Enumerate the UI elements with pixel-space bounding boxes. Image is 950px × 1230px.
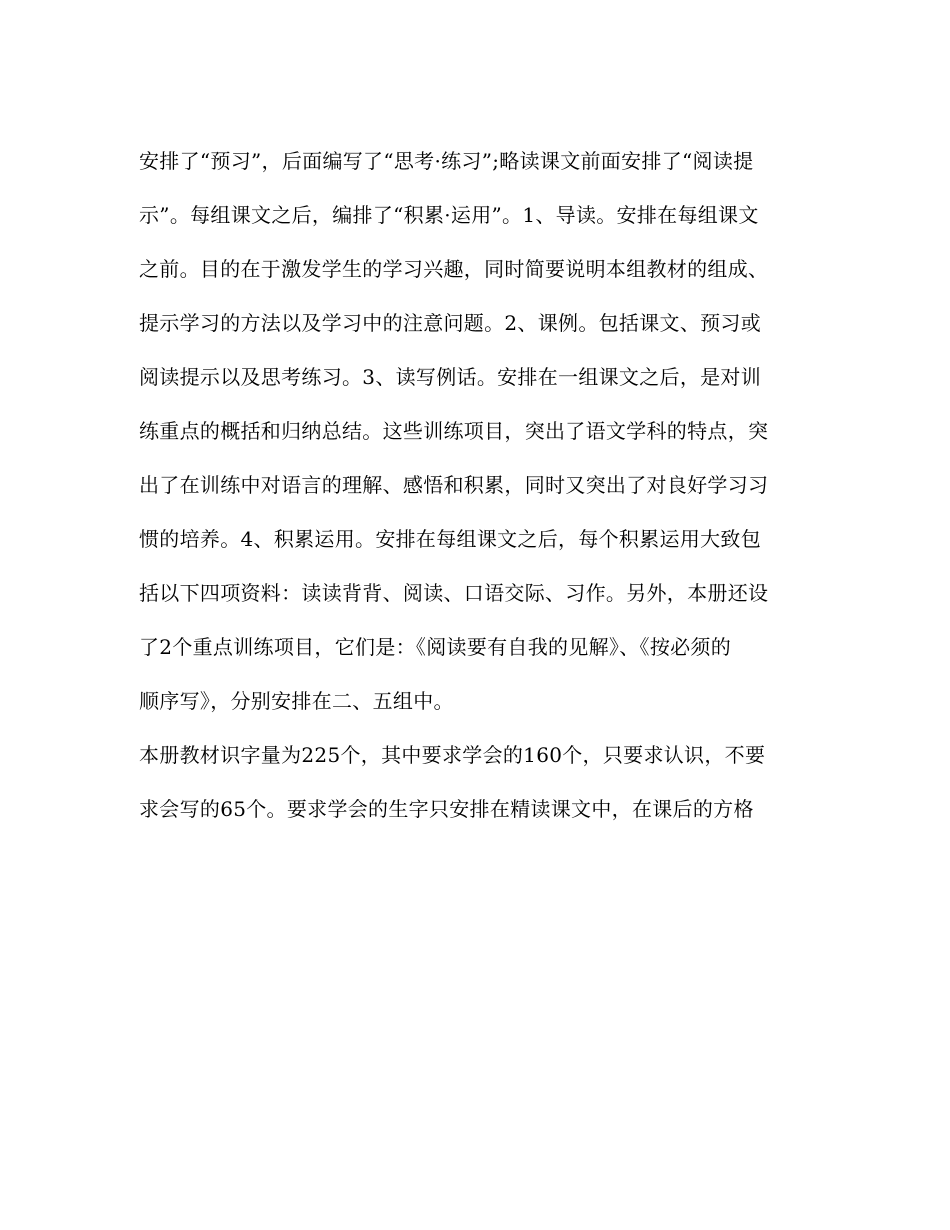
text-line: 了2个重点训练项目，它们是：《阅读要有自我的见解》、《按必须的 bbox=[139, 635, 732, 659]
paragraph-1 bbox=[139, 134, 819, 728]
text-line: 本册教材识字量为225个，其中要求学会的160个，只要求认识，不要 bbox=[139, 743, 766, 767]
paragraph-2 bbox=[139, 728, 819, 836]
text-line: 顺序写》，分别安排在二、五组中。 bbox=[139, 689, 454, 713]
text-line: 出了在训练中对语言的理解、感悟和积累，同时又突出了对良好学习习 bbox=[139, 473, 769, 497]
text-line: 示”。每组课文之后，编排了“积累·运用”。1、导读。安排在每组课文 bbox=[139, 203, 759, 227]
text-line: 括以下四项资料：读读背背、阅读、口语交际、习作。另外，本册还设 bbox=[139, 581, 769, 605]
text-line: 惯的培养。4、积累运用。安排在每组课文之后，每个积累运用大致包 bbox=[139, 527, 762, 551]
document-body bbox=[139, 134, 819, 836]
text-line: 阅读提示以及思考练习。3、读写例话。安排在一组课文之后，是对训 bbox=[139, 365, 762, 389]
text-line: 求会写的65个。要求学会的生字只安排在精读课文中，在课后的方格 bbox=[139, 797, 754, 821]
text-line: 之前。目的在于激发学生的学习兴趣，同时简要说明本组教材的组成、 bbox=[139, 257, 769, 281]
text-line: 安排了“预习”，后面编写了“思考·练习”;略读课文前面安排了“阅读提 bbox=[139, 149, 754, 173]
text-line: 提示学习的方法以及学习中的注意问题。2、课例。包括课文、预习或 bbox=[139, 311, 762, 335]
text-line: 练重点的概括和归纳总结。这些训练项目，突出了语文学科的特点，突 bbox=[139, 419, 769, 443]
